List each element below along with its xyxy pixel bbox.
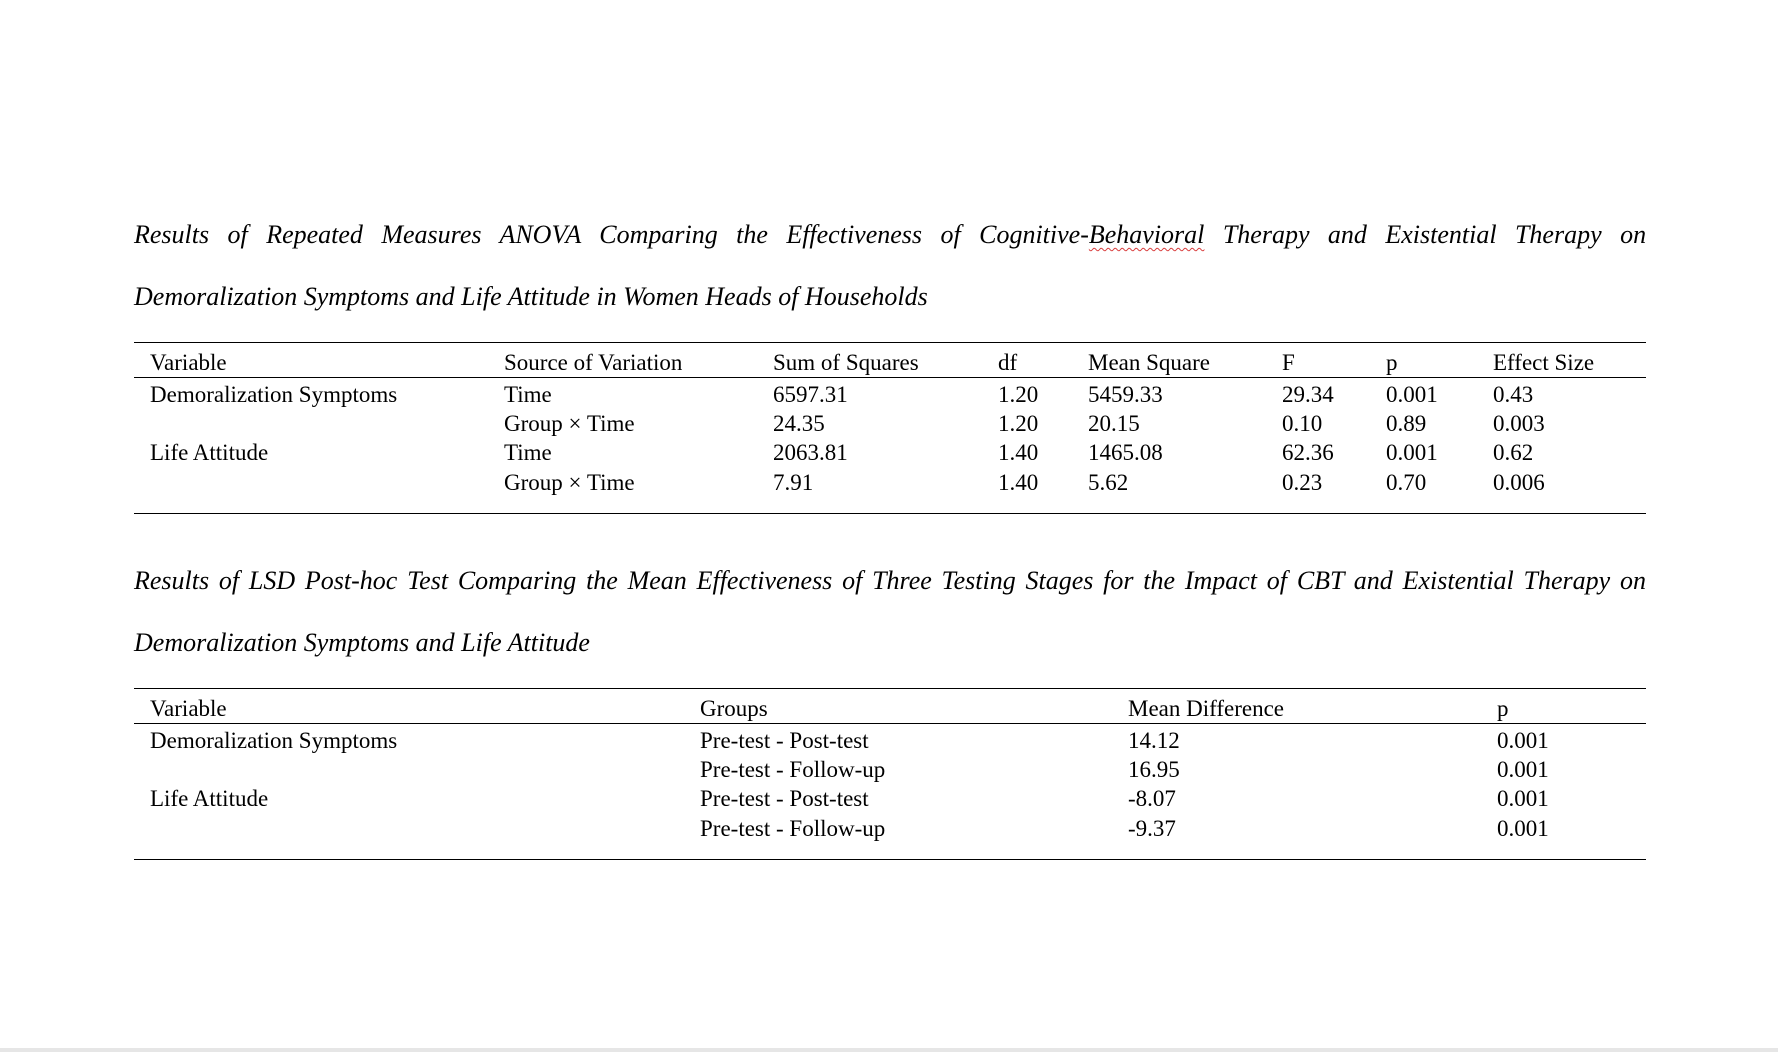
- table2-cell: -8.07: [1128, 786, 1176, 811]
- caption-word: Effectiveness: [786, 220, 923, 249]
- caption-word: Repeated: [266, 220, 363, 249]
- table1-cell: 6597.31: [773, 382, 848, 407]
- table1-cell: 0.62: [1493, 440, 1534, 465]
- table2-header-2: Mean Difference: [1128, 696, 1285, 721]
- caption-word: Results: [134, 220, 210, 249]
- table1-header-rule: [134, 377, 1646, 378]
- table1-cell: Group × Time: [504, 411, 635, 436]
- caption-word: and: [1327, 220, 1367, 249]
- table2-caption: [134, 550, 1646, 674]
- table2-cell: Pre-test - Post-test: [700, 786, 869, 811]
- table1-caption-line2: Demoralization Symptoms and Life Attitude in Women Heads of Households: [134, 282, 928, 311]
- table1-cell: 2063.81: [773, 440, 848, 465]
- table2-caption-line2: Demoralization Symptoms and Life Attitude: [134, 628, 590, 657]
- table2-cell: Pre-test - Post-test: [700, 728, 869, 753]
- table1-cell: 29.34: [1282, 382, 1334, 407]
- table1-cell: Time: [504, 440, 552, 465]
- anova-table: [134, 342, 1646, 518]
- table1-cell: 1465.08: [1088, 440, 1163, 465]
- caption-word: Comparing: [599, 220, 718, 249]
- table2-header-3: p: [1497, 696, 1509, 721]
- table1-cell: 1.20: [998, 382, 1039, 407]
- table1-top-rule: [134, 342, 1646, 343]
- table2-cell: Demoralization Symptoms: [150, 728, 398, 753]
- table1-cell: Group × Time: [504, 470, 635, 495]
- table1-cell: 1.20: [998, 411, 1039, 436]
- table2-cell: 16.95: [1128, 757, 1180, 782]
- table1-cell: 5.62: [1088, 470, 1129, 495]
- table1-bottom-rule: [134, 513, 1646, 514]
- lsd-posthoc-table: [134, 688, 1646, 864]
- table1-cell: Life Attitude: [150, 440, 269, 465]
- table1-caption-line1: [134, 204, 1646, 266]
- table1-cell: 62.36: [1282, 440, 1334, 465]
- table1-header-6: p: [1386, 350, 1398, 375]
- caption-word: Existential: [1385, 220, 1497, 249]
- table2-cell: 0.001: [1497, 757, 1549, 782]
- table1-cell: 7.91: [773, 470, 814, 495]
- table2-header-0: Variable: [150, 696, 227, 721]
- page-edge: [0, 1048, 1778, 1052]
- caption-word: Cognitive-Behavioral: [979, 220, 1205, 249]
- table2-header-1: Groups: [700, 696, 768, 721]
- table1-cell: 0.23: [1282, 470, 1323, 495]
- table1-header-5: F: [1282, 350, 1295, 375]
- table1-cell: 24.35: [773, 411, 825, 436]
- table1-cell: 0.10: [1282, 411, 1323, 436]
- table1-header-2: Sum of Squares: [773, 350, 919, 375]
- table1-header-4: Mean Square: [1088, 350, 1210, 375]
- table1-header-1: Source of Variation: [504, 350, 683, 375]
- table2-cell: 0.001: [1497, 816, 1549, 841]
- caption-word: of: [227, 220, 248, 249]
- table2-cell: Pre-test - Follow-up: [700, 757, 886, 782]
- table1-cell: 20.15: [1088, 411, 1140, 436]
- table1-cell: Time: [504, 382, 552, 407]
- table2-cell: Life Attitude: [150, 786, 269, 811]
- table1-caption: [134, 204, 1646, 328]
- table1-cell: 5459.33: [1088, 382, 1163, 407]
- table2-bottom-rule: [134, 859, 1646, 860]
- caption-word: the: [736, 220, 768, 249]
- table1-cell: Demoralization Symptoms: [150, 382, 398, 407]
- table2-cell: Pre-test - Follow-up: [700, 816, 886, 841]
- caption-word: on: [1620, 220, 1647, 249]
- table2-header-rule: [134, 723, 1646, 724]
- table1-cell: 0.70: [1386, 470, 1427, 495]
- caption-word: Therapy: [1514, 220, 1602, 249]
- table2-caption-line1: Results of LSD Post-hoc Test Comparing the Mean Effectiveness of Three Testing Stages for the Impact of CBT and Existential Therapy on: [134, 566, 1646, 595]
- caption-word: Therapy: [1222, 220, 1310, 249]
- table1-cell: 1.40: [998, 440, 1039, 465]
- table2-top-rule: [134, 688, 1646, 689]
- table1-cell: 0.006: [1493, 470, 1545, 495]
- table1-header-7: Effect Size: [1493, 350, 1595, 375]
- table1-cell: 0.43: [1493, 382, 1534, 407]
- table2-cell: -9.37: [1128, 816, 1176, 841]
- table1-cell: 0.003: [1493, 411, 1545, 436]
- table2-cell: 0.001: [1497, 786, 1549, 811]
- table1-cell: 0.89: [1386, 411, 1427, 436]
- table2-cell: 14.12: [1128, 728, 1180, 753]
- caption-word: ANOVA: [499, 220, 581, 249]
- table1-cell: 0.001: [1386, 382, 1438, 407]
- table1-cell: 0.001: [1386, 440, 1438, 465]
- table2-cell: 0.001: [1497, 728, 1549, 753]
- table1-header-0: Variable: [150, 350, 227, 375]
- table1-cell: 1.40: [998, 470, 1039, 495]
- caption-word: of: [940, 220, 961, 249]
- caption-word: Measures: [381, 220, 482, 249]
- table1-header-3: df: [998, 350, 1018, 375]
